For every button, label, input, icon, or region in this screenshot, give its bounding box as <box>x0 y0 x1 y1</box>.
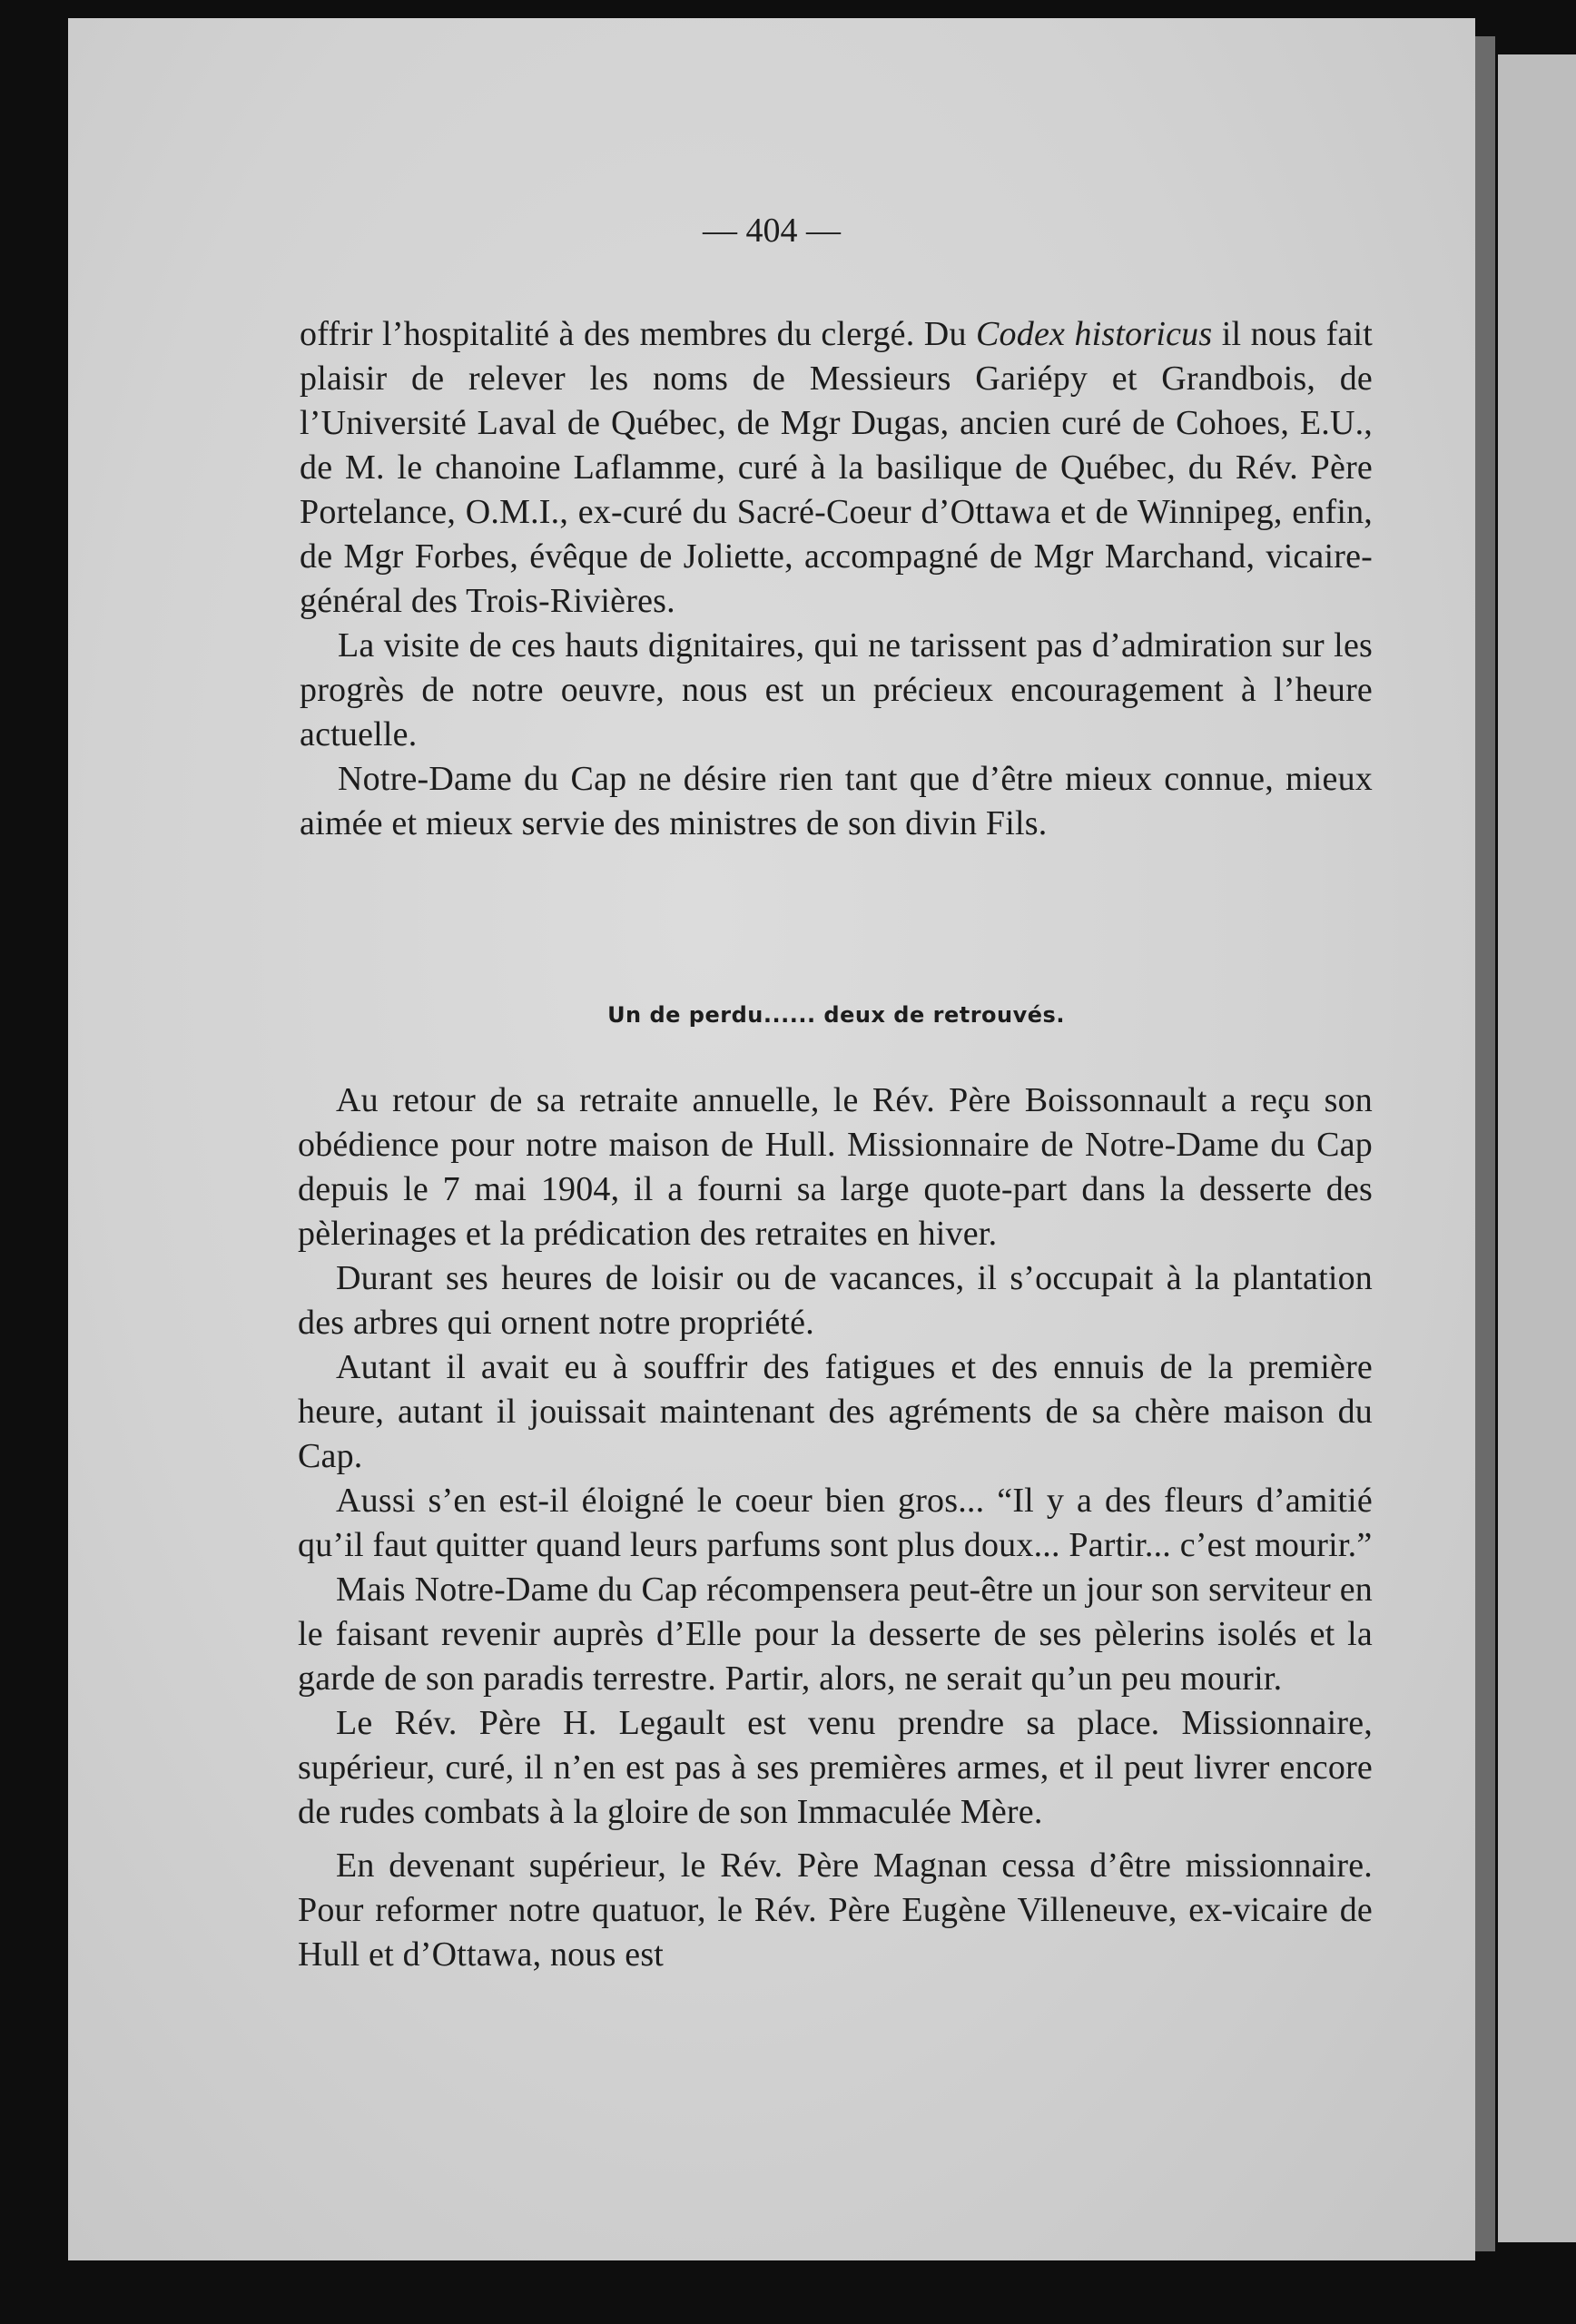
paragraph: Au retour de sa retraite annuelle, le Rév. Père Boissonnault a reçu son obédience pour notre maison de Hull. Missionnaire de Notre-Dame du Cap depuis le 7 mai 1904, il a fourni sa large quote-part dans la desserte des pèlerinages et la prédication des retraites en hiver. <box>298 1081 1373 1253</box>
page-shadow-edge <box>1475 36 1495 2251</box>
paragraph-text: il nous fait plaisir de relever les noms de Messieurs Gariépy et Grandbois, de l’Université Laval de Québec, de Mgr Dugas, ancien curé de Cohoes, E.U., de M. le chanoine Laflamme, curé à la basilique de Québec, du Rév. Père Portelance, O.M.I., ex-curé du Sacré-Coeur d’Ottawa et de Winnipeg, enfin, de Mgr Forbes, évêque de Joliette, accompagné de Mgr Marchand, vicaire-général des Trois-Rivières. <box>300 315 1374 620</box>
paragraph: Mais Notre-Dame du Cap récompensera peut-être un jour son serviteur en le faisant revenir auprès d’Elle pour la desserte de ses pèlerins isolés et la garde de son paradis terrestre. Partir, alors, ne serait qu’un peu mourir. <box>298 1571 1373 1698</box>
section-clergy-visits <box>300 312 1373 846</box>
paragraph: Durant ses heures de loisir ou de vacances, il s’occupait à la plantation des arbres qui ornent notre propriété. <box>298 1259 1373 1342</box>
paragraph <box>300 312 1373 624</box>
paragraph: Autant il avait eu à souffrir des fatigues et des ennuis de la première heure, autant il jouissait maintenant des agréments de sa chère maison du Cap. <box>298 1348 1373 1475</box>
page-number: — 404 — <box>703 212 841 250</box>
section-heading-wrap <box>300 1002 1373 1028</box>
paragraph-text: offrir l’hospitalité à des membres du clergé. Du <box>300 315 977 353</box>
section-heading: Un de perdu...... deux de retrouvés. <box>607 1002 1065 1028</box>
adjacent-page-edge <box>1498 54 1576 2242</box>
paragraph: En devenant supérieur, le Rév. Père Magnan cessa d’être missionnaire. Pour reformer notre quatuor, le Rév. Père Eugène Villeneuve, ex-vicaire de Hull et d’Ottawa, nous est <box>298 1846 1373 1974</box>
paragraph: Aussi s’en est-il éloigné le coeur bien gros... “Il y a des fleurs d’amitié qu’il faut quitter quand leurs parfums sont plus doux... Partir... c’est mourir.” <box>298 1482 1373 1564</box>
paragraph: Le Rév. Père H. Legault est venu prendre sa place. Missionnaire, supérieur, curé, il n’en est pas à ses premières armes, et il peut livrer encore de rudes combats à la gloire de son Immaculée Mère. <box>298 1704 1373 1831</box>
paragraph: La visite de ces hauts dignitaires, qui ne tarissent pas d’admiration sur les progrès de notre oeuvre, nous est un précieux encouragement à l’heure actuelle. <box>300 626 1373 753</box>
paragraph: Notre-Dame du Cap ne désire rien tant que d’être mieux connue, mieux aimée et mieux servie des ministres de son divin Fils. <box>300 760 1373 842</box>
section-personnel-changes <box>298 1078 1373 1977</box>
italic-title: Codex historicus <box>976 315 1213 353</box>
book-page <box>68 18 1475 2260</box>
